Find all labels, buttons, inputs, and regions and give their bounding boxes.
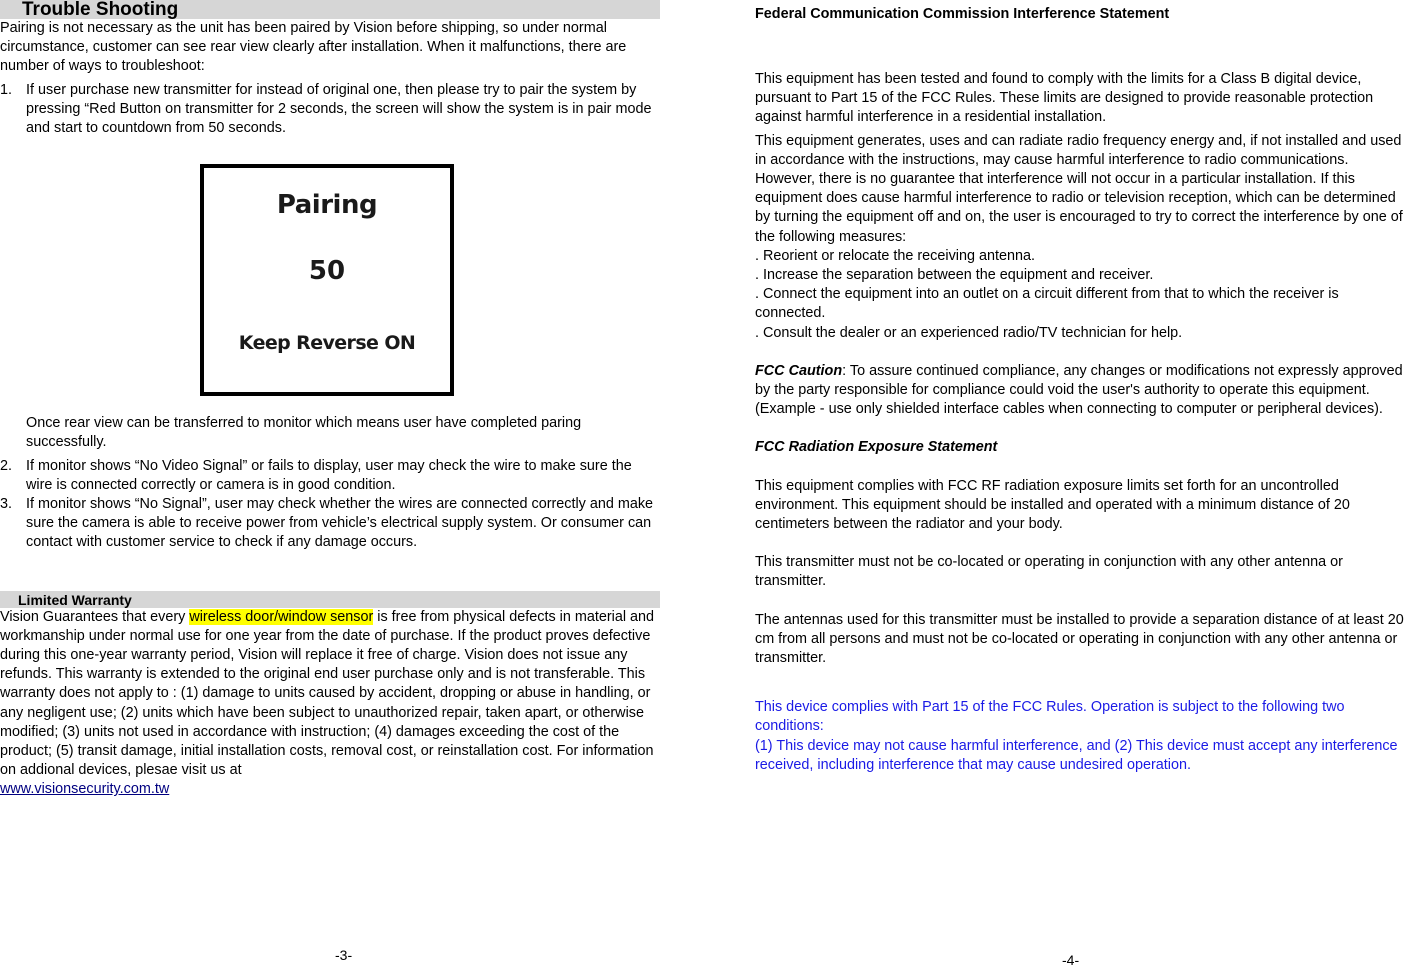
page-number-left: -3- [335,947,353,963]
part15-statement: This device complies with Part 15 of the FCC Rules. Operation is subject to the following two conditions: [755,699,1345,735]
fcc-paragraph-1: This equipment has been tested and found to comply with the limits for a Class B digital device, pursuant to Part 15 of the FCC Rules. These limits are designed to provide reasonable protection against harmful interference in a residential installation. [755,71,1374,126]
trouble-item-2 [0,457,660,495]
measure-3: . Connect the equipment into an outlet on a circuit different from that to which the receiver is connected. [755,286,1339,322]
item-number: 2. [0,457,13,474]
item-text: If monitor shows “No Signal”, user may check whether the wires are connected correctly and make sure the camera is able to receive power from vehicle’s electrical supply system. Or consumer can contact with customer service to check if any damage occurs. [26,496,654,551]
item-text: If monitor shows “No Video Signal” or fails to display, user may check the wire to make sure the wire is connected correctly or camera is in good condition. [26,457,632,493]
fcc-caution [755,362,1412,420]
trouble-intro: Pairing is not necessary as the unit has been paired by Vision before shipping, so under normal circumstance, customer can see rear view clearly after installation. When it malfunctions, there are number of ways to troubleshoot: [0,20,627,75]
highlighted-product: wireless door/window sensor [189,608,374,625]
part15-conditions: (1) This device may not cause harmful interference, and (2) This device must accept any interference received, including interference that may cause undesired operation. [755,737,1398,773]
antenna-text: The antennas used for this transmitter must be installed to provide a separation distance of at least 20 cm from all persons and must not be co-located or operating in conjunction with any other antenna or transmitter. [755,611,1404,667]
fcc-caution-text: : To assure continued compliance, any changes or modifications not expressly approved by the party responsible for compliance could void the user's authority to operate this equipment. (Example - use only shielded interface cables when connecting to computer or peripheral devices). [755,362,1403,418]
pairing-title: Pairing [276,190,378,221]
fcc-heading: Federal Communication Commission Interference Statement [755,6,1170,22]
colocation-text: This transmitter must not be co-located or operating in conjunction with any other antenna or transmitter. [755,554,1343,590]
measure-4: . Consult the dealer or an experienced radio/TV technician for help. [755,324,1183,341]
page-number-right: -4- [1062,952,1080,968]
right-page [755,0,1412,966]
trouble-item-1 [0,81,660,139]
warranty-text-start: Vision Guarantees that every [0,608,190,625]
trouble-shooting-heading: Trouble Shooting [0,0,660,19]
item-text: If user purchase new transmitter for instead of original one, then please try to pair the system by pressing “Red Button on transmitter for 2 seconds, the screen will show the system is in pair mode and start to countdown from 50 seconds. [26,81,652,137]
fcc-paragraph-2: This equipment generates, uses and can radiate radio frequency energy and, if not installed and used in accordance with the instructions, may cause harmful interference to radio communications. However, there is no guarantee that interference will not occur in a particular installation. If this equipment does cause harmful interference to radio or television reception, which can be determined by turning the equipment off and on, the user is encouraged to try to correct the interference by one of the following measures: [755,132,1403,245]
limited-warranty-heading: Limited Warranty [0,591,660,608]
pairing-screen-image [200,164,454,396]
warranty-link-line [0,780,660,799]
measure-2: . Increase the separation between the equipment and receiver. [755,267,1154,284]
website-link[interactable]: www.visionsecurity.com.tw [0,781,170,798]
pairing-note: Keep Reverse ON [238,332,416,355]
item-number: 3. [0,496,13,513]
warranty-text-rest: is free from physical defects in material and workmanship under normal use for one year from the date of purchase. If the product proves defective during this one-year warranty period, Vision will replace it free of charge. Vision does not issue any refunds. This warranty is extended to the original end user purchase only and is not transferable. This warranty does not apply to : (1) damage to units caused by accident, dropping or abuse in handling, or any negligent use; (2) units which have been subject to unauthorized repair, taken apart, or otherwise modified; (3) units not used in accordance with instruction; (4) damages exceeding the cost of the product; (5) transit damage, initial installation costs, removal cost, or reinstallation cost. For information on addional devices, plesae visit us at [0,608,655,779]
warranty-text [0,608,660,781]
pairing-complete-text: Once rear view can be transferred to monitor which means user have completed paring successfully. [26,415,582,451]
left-page [0,0,660,966]
measure-1: . Reorient or relocate the receiving antenna. [755,247,1035,264]
trouble-item-3 [0,495,660,553]
item-number: 1. [0,81,13,98]
radiation-text: This equipment complies with FCC RF radiation exposure limits set forth for an uncontrolled environment. This equipment should be installed and operated with a minimum distance of 20 centimeters between the radiator and your body. [755,477,1350,533]
pairing-countdown: 50 [308,256,346,287]
fcc-caution-label: FCC Caution [755,362,843,379]
radiation-heading: FCC Radiation Exposure Statement [755,439,998,456]
